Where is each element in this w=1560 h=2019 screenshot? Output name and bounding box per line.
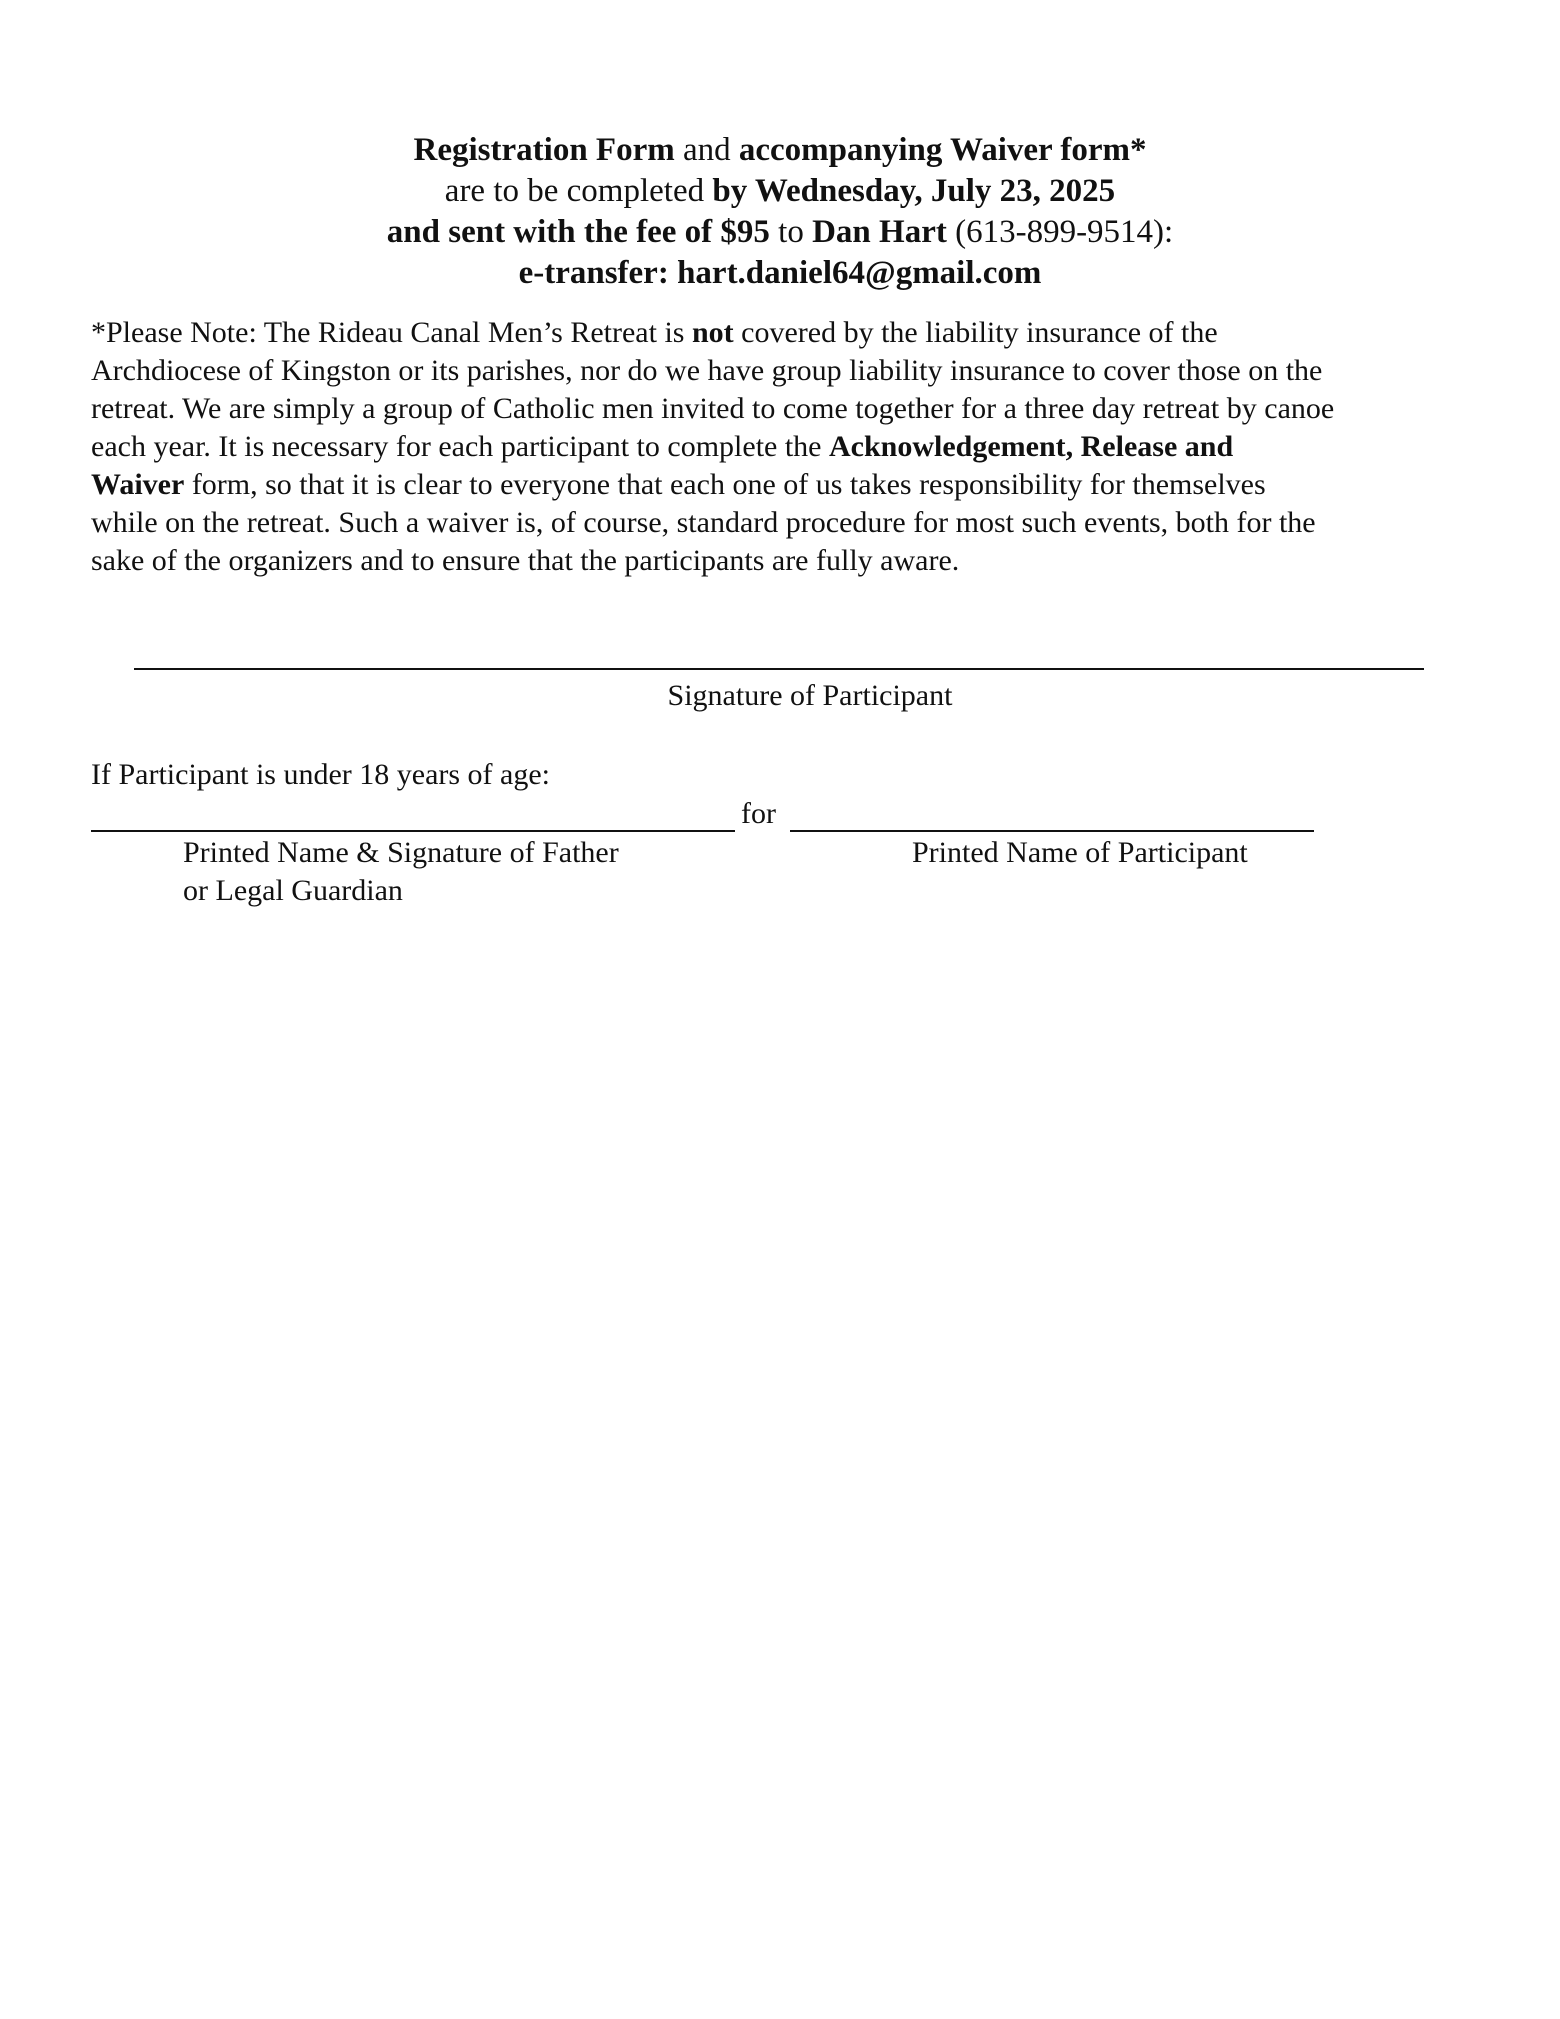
participant-signature-line[interactable] xyxy=(134,668,1424,670)
header-line-3 xyxy=(0,212,1560,253)
note-line-4 xyxy=(91,428,1491,466)
note-line-7: sake of the organizers and to ensure that the participants are fully aware. xyxy=(91,544,960,577)
for-text: for xyxy=(741,797,776,830)
deadline-text: by Wednesday, July 23, 2025 xyxy=(712,173,1116,209)
etransfer-email: e-transfer: hart.daniel64@gmail.com xyxy=(518,255,1042,291)
note-text: form, so that it is clear to everyone that each one of us takes responsibility for themselves xyxy=(184,468,1266,501)
note-line-1 xyxy=(91,314,1491,352)
liability-note xyxy=(91,314,1491,580)
to-text: to xyxy=(769,214,813,250)
waiver-form-text: accompanying Waiver form* xyxy=(738,132,1147,168)
note-emphasis: Acknowledgement, Release and xyxy=(829,430,1234,463)
note-emphasis: not xyxy=(691,316,734,349)
guardian-caption xyxy=(183,834,619,910)
completed-text: are to be completed xyxy=(444,173,713,209)
fee-text: and sent with the fee of $95 xyxy=(386,214,770,250)
participant-name-caption: Printed Name of Participant xyxy=(912,836,1248,869)
note-text: each year. It is necessary for each participant to complete the xyxy=(91,430,829,463)
guardian-caption-line-1: Printed Name & Signature of Father xyxy=(183,836,619,869)
minor-intro-text: If Participant is under 18 years of age: xyxy=(91,758,551,791)
contact-phone: (613-899-9514): xyxy=(946,214,1174,250)
participant-signature-label: Signature of Participant xyxy=(667,679,953,712)
note-emphasis: Waiver xyxy=(91,468,185,501)
registration-header xyxy=(0,130,1560,294)
header-line-1 xyxy=(0,130,1560,171)
note-line-5 xyxy=(91,466,1491,504)
note-line-2: Archdiocese of Kingston or its parishes, nor do we have group liability insurance to cover those on the xyxy=(91,354,1323,387)
note-line-3: retreat. We are simply a group of Catholic men invited to come together for a three day retreat by canoe xyxy=(91,392,1335,425)
contact-name: Dan Hart xyxy=(812,214,947,250)
guardian-signature-line[interactable] xyxy=(91,830,735,832)
note-line-6: while on the retreat. Such a waiver is, of course, standard procedure for most such events, both for the xyxy=(91,506,1316,539)
note-text: covered by the liability insurance of the xyxy=(733,316,1218,349)
note-text: *Please Note: The Rideau Canal Men’s Retreat is xyxy=(91,316,692,349)
participant-name-line[interactable] xyxy=(790,830,1314,832)
guardian-caption-line-2: or Legal Guardian xyxy=(183,874,403,907)
header-and-text: and xyxy=(674,132,739,168)
registration-form-text: Registration Form xyxy=(413,132,675,168)
header-line-2 xyxy=(0,171,1560,212)
